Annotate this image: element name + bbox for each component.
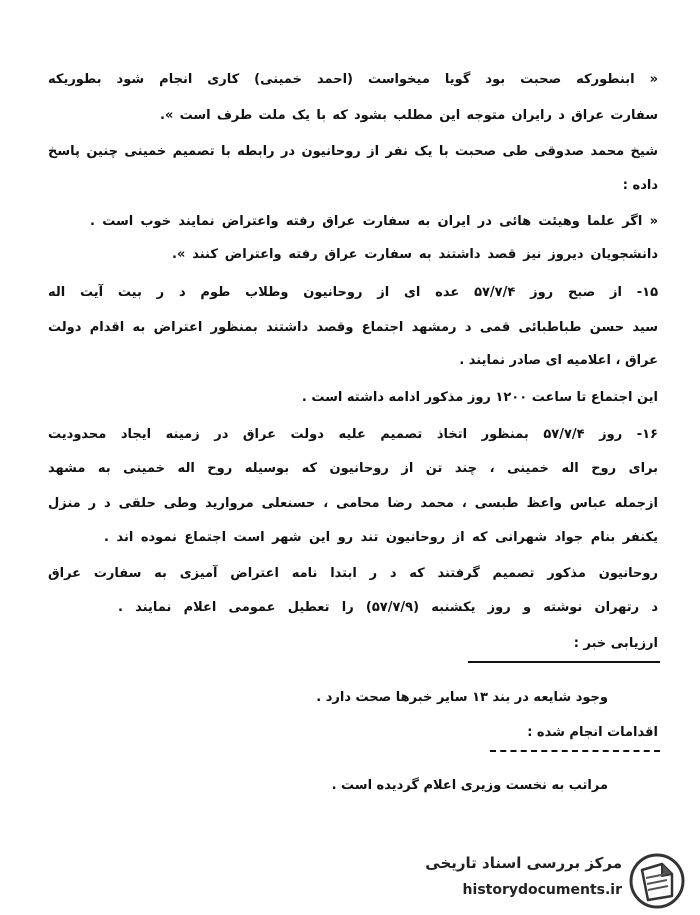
doc-line: سفارت عراق د رایران متوجه این مطلب بشود که با یک ملت طرف است ». <box>160 108 658 123</box>
doc-line: این اجتماع تا ساعت ۱۲۰۰ روز مذکور ادامه داشته است . <box>301 390 658 405</box>
doc-line: وجود شایعه در بند ۱۳ سایر خبرها صحت دارد . <box>316 690 608 705</box>
section-heading-actions: اقدامات انجام شده : <box>527 725 658 740</box>
doc-line: روحانیون مذکور تصمیم گرفتند که د ر ابتدا نامه اعتراض آمیزی به سفارت عراق <box>48 566 658 581</box>
document-fold-logo-icon <box>628 852 686 910</box>
doc-line: عراق ، اعلامیه ای صادر نمایند . <box>459 353 658 368</box>
doc-line: ۱۶- روز ۵۷/۷/۴ بمنظور اتخاذ تصمیم علیه دولت عراق در زمینه ایجاد محدودیت <box>48 427 658 442</box>
archive-url: historydocuments.ir <box>462 882 622 898</box>
watermark-footer <box>422 852 622 912</box>
doc-line: برای روح اله خمینی ، چند تن از روحانیون که بوسیله روح اله خمینی به مشهد <box>48 461 658 476</box>
doc-line: شیخ محمد صدوقی طی صحبت با یک نفر از روحانیون در رابطه با تصمیم خمینی چنین پاسخ <box>48 144 658 159</box>
doc-line: « اگر علما وهیئت هائی در ایران به سفارت عراق رفته واعتراض نمایند خوب است . <box>90 214 658 229</box>
section-heading-evaluation: ارزیابی خبر : <box>573 636 658 651</box>
doc-line: داده : <box>622 178 658 193</box>
heading-underline <box>468 661 660 663</box>
doc-line: سید حسن طباطبائی قمی د رمشهد اجتماع وقصد داشتند بمنظور اعتراض به اقدام دولت <box>48 320 658 335</box>
heading-underline <box>490 750 660 752</box>
doc-line: دانشجویان دیروز نیز قصد داشتند به سفارت عراق رفته واعتراض کنند ». <box>172 247 658 262</box>
archive-name: مرکز بررسی اسناد تاریخی <box>425 854 622 872</box>
doc-line: ۱۵- از صبح روز ۵۷/۷/۴ عده ای از روحانیون وطلاب طوم د ر بیت آیت اله <box>48 285 658 300</box>
doc-line: ازجمله عباس واعظ طبسی ، محمد رضا محامی ، حسنعلی مروارید وطی حلقی د ر منزل <box>48 496 658 511</box>
doc-line: « ابنطورکه صحبت بود گویا میخواست (احمد خمینی) کاری انجام شود بطوریکه <box>48 72 658 87</box>
doc-line: د رتهران نوشته و روز یکشنبه (۵۷/۷/۹) را تعطیل عمومی اعلام نمایند . <box>118 600 658 615</box>
doc-line: یکنفر بنام جواد شهرانی که از روحانیون تند رو این شهر است اجتماع نموده اند . <box>104 530 658 545</box>
doc-line: مراتب به نخست وزیری اعلام گردیده است . <box>331 778 608 793</box>
